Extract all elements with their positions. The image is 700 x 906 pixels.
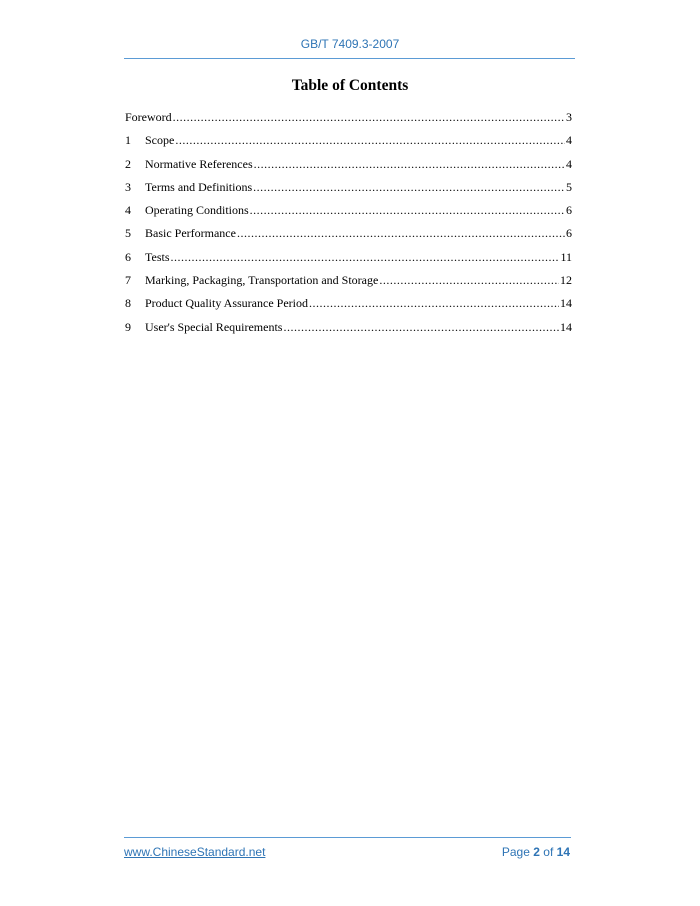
- toc-entry-basic-performance[interactable]: [125, 226, 572, 249]
- toc-entry-text: Normative References: [145, 156, 253, 171]
- toc-entry-marking-packaging[interactable]: [125, 273, 572, 296]
- toc-entry-number: 7: [125, 273, 131, 288]
- toc-entry-special-requirements[interactable]: [125, 320, 572, 343]
- toc-dot-leader: [379, 273, 559, 287]
- toc-entry-text: Basic Performance: [145, 226, 236, 241]
- toc-entry-page: 12: [560, 273, 572, 288]
- toc-entry-page: 3: [566, 110, 572, 124]
- toc-entry-number: 9: [125, 319, 131, 334]
- toc-entry-text: Foreword: [125, 110, 172, 124]
- toc-entry-number: 2: [125, 156, 131, 171]
- toc-entry-text: Operating Conditions: [145, 203, 249, 218]
- toc-entry-scope[interactable]: [125, 133, 572, 156]
- toc-entry-text: User's Special Requirements: [145, 319, 283, 334]
- toc-entry-number: 1: [125, 133, 131, 148]
- toc-dot-leader: [253, 180, 565, 194]
- toc-entry-page: 11: [560, 249, 572, 264]
- total-pages-number: 14: [556, 845, 570, 859]
- toc-entry-tests[interactable]: [125, 250, 572, 273]
- toc-entry-page: 14: [560, 319, 572, 334]
- toc-entry-text: Product Quality Assurance Period: [145, 296, 308, 311]
- toc-entry-number: 5: [125, 226, 131, 241]
- current-page-number: 2: [533, 845, 540, 859]
- toc-entry-number: 8: [125, 296, 131, 311]
- toc-entry-operating-conditions[interactable]: [125, 203, 572, 226]
- toc-entry-foreword[interactable]: [125, 110, 572, 133]
- toc-dot-leader: [173, 110, 565, 124]
- toc-dot-leader: [250, 203, 565, 217]
- toc-dot-leader: [309, 296, 559, 310]
- header-divider: [124, 58, 575, 59]
- toc-entry-text: Scope: [145, 133, 175, 148]
- toc-dot-leader: [283, 320, 559, 334]
- site-link[interactable]: www.ChineseStandard.net: [124, 845, 266, 859]
- toc-entry-number: 3: [125, 179, 131, 194]
- toc-entry-page: 6: [566, 203, 572, 218]
- toc-entry-page: 5: [566, 179, 572, 194]
- toc-dot-leader: [171, 250, 560, 264]
- page-of-word: of: [543, 845, 554, 859]
- toc-entry-page: 4: [566, 133, 572, 148]
- toc-dot-leader: [175, 133, 565, 147]
- toc-entry-number: 4: [125, 203, 131, 218]
- toc-title: Table of Contents: [291, 77, 409, 94]
- page-indicator: [502, 845, 570, 859]
- document-code-header: GB/T 7409.3-2007: [300, 37, 400, 51]
- toc-entry-text: Marking, Packaging, Transportation and Storage: [145, 273, 379, 288]
- footer-divider: [124, 837, 571, 838]
- toc-entry-page: 4: [566, 156, 572, 171]
- toc-list: [125, 110, 572, 343]
- toc-entry-text: Terms and Definitions: [145, 179, 253, 194]
- toc-dot-leader: [254, 157, 565, 171]
- toc-entry-page: 6: [566, 226, 572, 241]
- page-word: Page: [501, 845, 530, 859]
- toc-entry-normative-references[interactable]: [125, 157, 572, 180]
- toc-entry-number: 6: [125, 249, 131, 264]
- toc-entry-terms-and-definitions[interactable]: [125, 180, 572, 203]
- toc-dot-leader: [237, 226, 565, 240]
- toc-entry-quality-assurance-period[interactable]: [125, 296, 572, 319]
- toc-entry-text: Tests: [145, 249, 170, 264]
- toc-entry-page: 14: [560, 296, 572, 311]
